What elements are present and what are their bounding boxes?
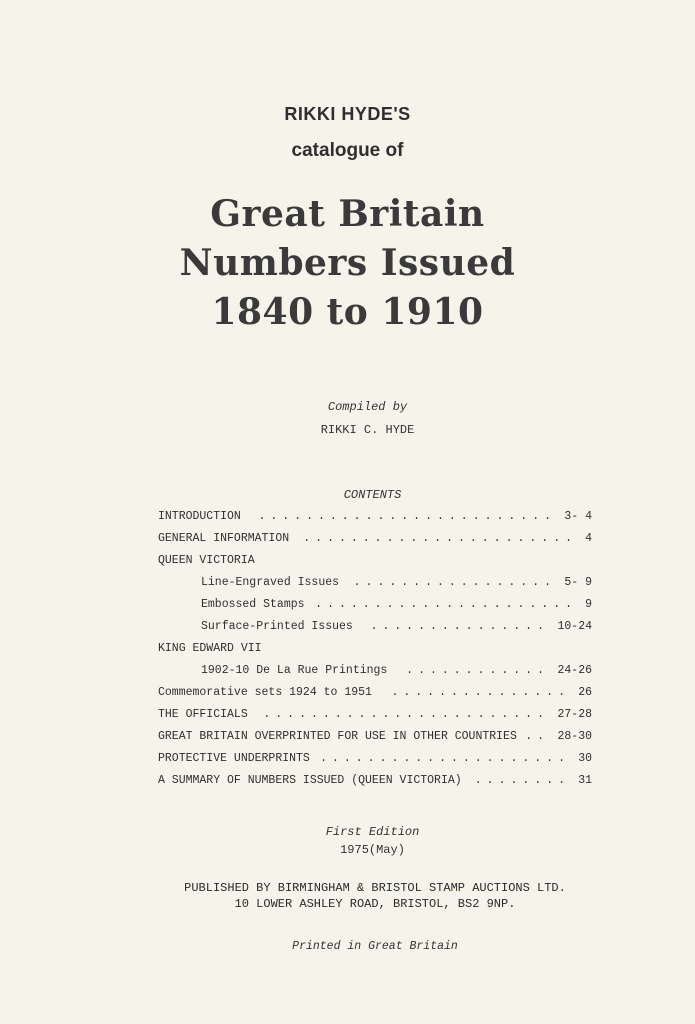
- toc-entry-pages: 26: [578, 686, 592, 699]
- edition-label: First Edition: [325, 825, 420, 839]
- catalogue-subtitle: catalogue of: [291, 140, 404, 161]
- main-title-line-1: Great Britain: [210, 193, 485, 235]
- toc-entry-label: A SUMMARY OF NUMBERS ISSUED (QUEEN VICTORIA): [158, 774, 462, 787]
- toc-entry-label: THE OFFICIALS: [158, 708, 248, 721]
- toc-dot-leader: ............: [406, 664, 549, 677]
- toc-entry-label: Embossed Stamps: [201, 598, 305, 611]
- main-title-line-3: 1840 to 1910: [211, 291, 484, 333]
- toc-entry: [158, 620, 592, 638]
- toc-entry-pages: 27-28: [557, 708, 592, 721]
- toc-entry: [158, 752, 592, 770]
- main-title: [0, 190, 695, 337]
- toc-entry: [158, 686, 592, 704]
- toc-dot-leader: ...............: [391, 686, 570, 699]
- toc-dot-leader: ........................: [263, 708, 549, 721]
- toc-dot-leader: ...............: [370, 620, 549, 633]
- toc-entry: [158, 642, 592, 660]
- toc-entry: [158, 510, 592, 528]
- publisher-info: [0, 880, 695, 912]
- toc-dot-leader: .........................: [258, 510, 556, 523]
- toc-entry-pages: 5- 9: [564, 576, 592, 589]
- toc-dot-leader: ......................: [315, 598, 577, 611]
- publisher-line-1: PUBLISHED BY BIRMINGHAM & BRISTOL STAMP AUCTIONS LTD.: [184, 881, 566, 895]
- toc-entry-pages: 28-30: [557, 730, 592, 743]
- toc-dot-leader: .....................: [320, 752, 570, 765]
- toc-entry-pages: 4: [585, 532, 592, 545]
- toc-dot-leader: ..: [525, 730, 549, 743]
- toc-entry-pages: 24-26: [557, 664, 592, 677]
- toc-dot-leader: .......................: [303, 532, 577, 545]
- toc-entry-pages: 30: [578, 752, 592, 765]
- toc-entry-label: Surface-Printed Issues: [201, 620, 353, 633]
- toc-entry: [158, 576, 592, 594]
- toc-entry: [158, 554, 592, 572]
- toc-entry-label: KING EDWARD VII: [158, 642, 262, 655]
- toc-entry-label: QUEEN VICTORIA: [158, 554, 255, 567]
- toc-entry-pages: 31: [578, 774, 592, 787]
- publication-year: 1975(May): [340, 843, 405, 857]
- toc-dot-leader: .................: [353, 576, 556, 589]
- toc-entry-label: GREAT BRITAIN OVERPRINTED FOR USE IN OTHER COUNTRIES: [158, 730, 517, 743]
- printed-in-note: Printed in Great Britain: [292, 940, 458, 953]
- toc-entry: [158, 532, 592, 550]
- toc-entry-label: PROTECTIVE UNDERPRINTS: [158, 752, 310, 765]
- toc-entry-label: Line-Engraved Issues: [201, 576, 340, 589]
- toc-entry: [158, 708, 592, 726]
- toc-entry-pages: 9: [585, 598, 592, 611]
- toc-entry: [158, 774, 592, 792]
- toc-entry-label: 1902-10 De La Rue Printings: [201, 664, 388, 677]
- toc-entry-pages: 3- 4: [564, 510, 592, 523]
- toc-entry: [158, 664, 592, 682]
- author-possessive-heading: RIKKI HYDE'S: [284, 104, 411, 124]
- compiled-by-label: Compiled by: [327, 400, 408, 414]
- toc-dot-leader: ........: [474, 774, 570, 787]
- contents-heading: CONTENTS: [343, 488, 402, 502]
- toc-entry: [158, 598, 592, 616]
- main-title-line-2: Numbers Issued: [179, 242, 516, 284]
- toc-entry-label: GENERAL INFORMATION: [158, 532, 290, 545]
- toc-entry-label: INTRODUCTION: [158, 510, 241, 523]
- toc-entry-label: Commemorative sets 1924 to 1951: [158, 686, 372, 699]
- author-name: RIKKI C. HYDE: [320, 423, 415, 437]
- publisher-line-2: 10 LOWER ASHLEY ROAD, BRISTOL, BS2 9NP.: [234, 897, 516, 911]
- toc-entry: [158, 730, 592, 748]
- toc-entry-pages: 10-24: [557, 620, 592, 633]
